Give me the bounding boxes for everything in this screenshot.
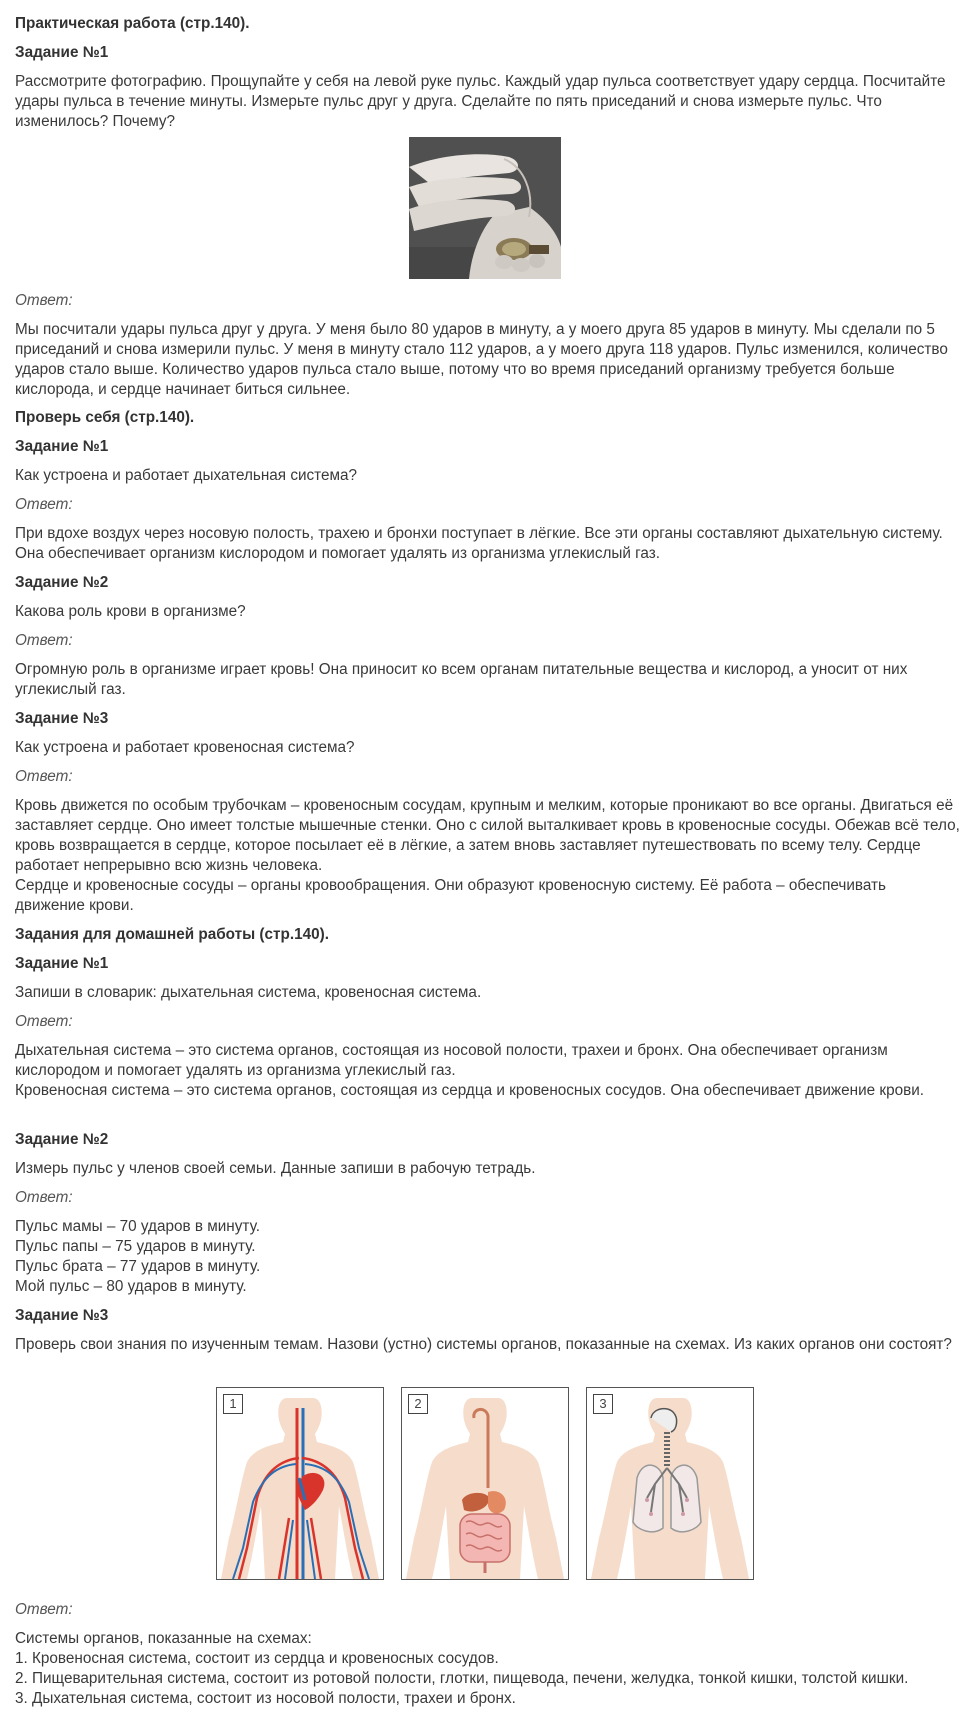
pulse-line: Пульс папы – 75 ударов в минуту. [15, 1238, 256, 1255]
practical-answer-label: Ответ: [15, 292, 73, 309]
home-title: Задания для домашней работы (стр.140). [15, 926, 329, 943]
home-task1-answer-p2: Кровеносная система – это система органов, состоящая из сердца и кровеносных сосудов. Она обеспечивает движение крови. [15, 1082, 925, 1099]
check-title: Проверь себя (стр.140). [15, 409, 195, 426]
home-task1-answer [15, 1041, 960, 1101]
home-task3-answer [15, 1629, 960, 1709]
check-task1-question: Как устроена и работает дыхательная система? [15, 467, 358, 484]
answer-line: 3. Дыхательная система, состоит из носовой полости, трахеи и бронх. [15, 1690, 516, 1707]
check-task2-answer-label: Ответ: [15, 632, 73, 649]
home-task2-question: Измерь пульс у членов своей семьи. Данные запиши в рабочую тетрадь. [15, 1160, 536, 1177]
check-task3-answer-p1: Кровь движется по особым трубочкам – кровеносным сосудам, крупным и мелким, которые проникают во все органы. Двигаться её заставляет сердце. Оно имеет толстые мышечные стенки. Оно с силой выталкивает кровь в кровеносные сосуды. Обежав всё тело, кровь возвращается в сердце, которое посылает её в лёгкие, а затем вновь заставляет путешествовать по всему телу. Сердце работает непрерывно всю жизнь человека. [15, 797, 960, 874]
practical-task1-question: Рассмотрите фотографию. Прощупайте у себя на левой руке пульс. Каждый удар пульса соответствует удару сердца. Посчитайте удары пульса в течение минуты. Измерьте пульс друг у друга. Сделайте по пять приседаний и снова измерьте пульс. Что изменилось? Почему? [15, 73, 946, 130]
check-task2-answer: Огромную роль в организме играет кровь! Она приносит ко всем органам питательные вещества и кислород, а уносит от них углекислый газ. [15, 661, 908, 698]
home-task3-label: Задание №3 [15, 1307, 109, 1324]
scheme-respiratory [586, 1387, 754, 1580]
check-task3-question: Как устроена и работает кровеносная система? [15, 739, 355, 756]
check-task1-label: Задание №1 [15, 438, 109, 455]
practical-answer: Мы посчитали удары пульса друг у друга. У меня было 80 ударов в минуту, а у моего друга 85 ударов в минуту. Мы сделали по 5 приседаний и снова измерили пульс. У меня в минуту стало 112 ударов, а у моего друга 118 ударов. Пульс изменился, количество ударов стало выше. Количество ударов пульса стало выше, потому что во время приседаний организму требуется больше кислорода, и сердце начинает биться сильнее. [15, 321, 948, 398]
answer-intro: Системы органов, показанные на схемах: [15, 1630, 312, 1647]
home-task1-answer-p1: Дыхательная система – это система органов, состоящая из носовой полости, трахеи и бронх. Она обеспечивает организм кислородом и помогает удалять из организма углекислый газ. [15, 1042, 888, 1079]
pulse-line: Пульс брата – 77 ударов в минуту. [15, 1258, 261, 1275]
scheme-circulatory [216, 1387, 384, 1580]
answer-line: 2. Пищеварительная система, состоит из ротовой полости, глотки, пищевода, печени, желудка, тонкой кишки, толстой кишки. [15, 1670, 909, 1687]
home-task2-answer [15, 1217, 960, 1297]
home-task3-answer-label: Ответ: [15, 1601, 73, 1618]
practical-title: Практическая работа (стр.140). [15, 15, 250, 32]
check-task3-label: Задание №3 [15, 710, 109, 727]
home-task1-question: Запиши в словарик: дыхательная система, кровеносная система. [15, 984, 482, 1001]
practical-task1-label: Задание №1 [15, 44, 109, 61]
scheme-number: 1 [223, 1394, 243, 1414]
scheme-digestive [401, 1387, 569, 1580]
scheme-number: 3 [593, 1394, 613, 1414]
home-task3-question: Проверь свои знания по изученным темам. Назови (устно) системы органов, показанные на схемах. Из каких органов они состоят? [15, 1336, 952, 1353]
check-task3-answer-label: Ответ: [15, 768, 73, 785]
check-task1-answer-label: Ответ: [15, 496, 73, 513]
check-task1-answer: При вдохе воздух через носовую полость, трахею и бронхи поступает в лёгкие. Все эти органы составляют дыхательную систему. Она обеспечивает организм кислородом и помогает удалять из организма углекислый газ. [15, 525, 943, 562]
check-task3-answer-p2: Сердце и кровеносные сосуды – органы кровообращения. Они образуют кровеносную систему. Её работа – обеспечивать движение крови. [15, 877, 887, 914]
pulse-photo [409, 137, 561, 279]
home-task2-answer-label: Ответ: [15, 1189, 73, 1206]
pulse-line: Мой пульс – 80 ударов в минуту. [15, 1278, 247, 1295]
answer-line: 1. Кровеносная система, состоит из сердца и кровеносных сосудов. [15, 1650, 499, 1667]
check-task3-answer [15, 796, 960, 916]
check-task2-label: Задание №2 [15, 574, 109, 591]
home-task1-answer-label: Ответ: [15, 1013, 73, 1030]
scheme-number: 2 [408, 1394, 428, 1414]
pulse-line: Пульс мамы – 70 ударов в минуту. [15, 1218, 260, 1235]
home-task2-label: Задание №2 [15, 1131, 109, 1148]
check-task2-question: Какова роль крови в организме? [15, 603, 246, 620]
home-task1-label: Задание №1 [15, 955, 109, 972]
